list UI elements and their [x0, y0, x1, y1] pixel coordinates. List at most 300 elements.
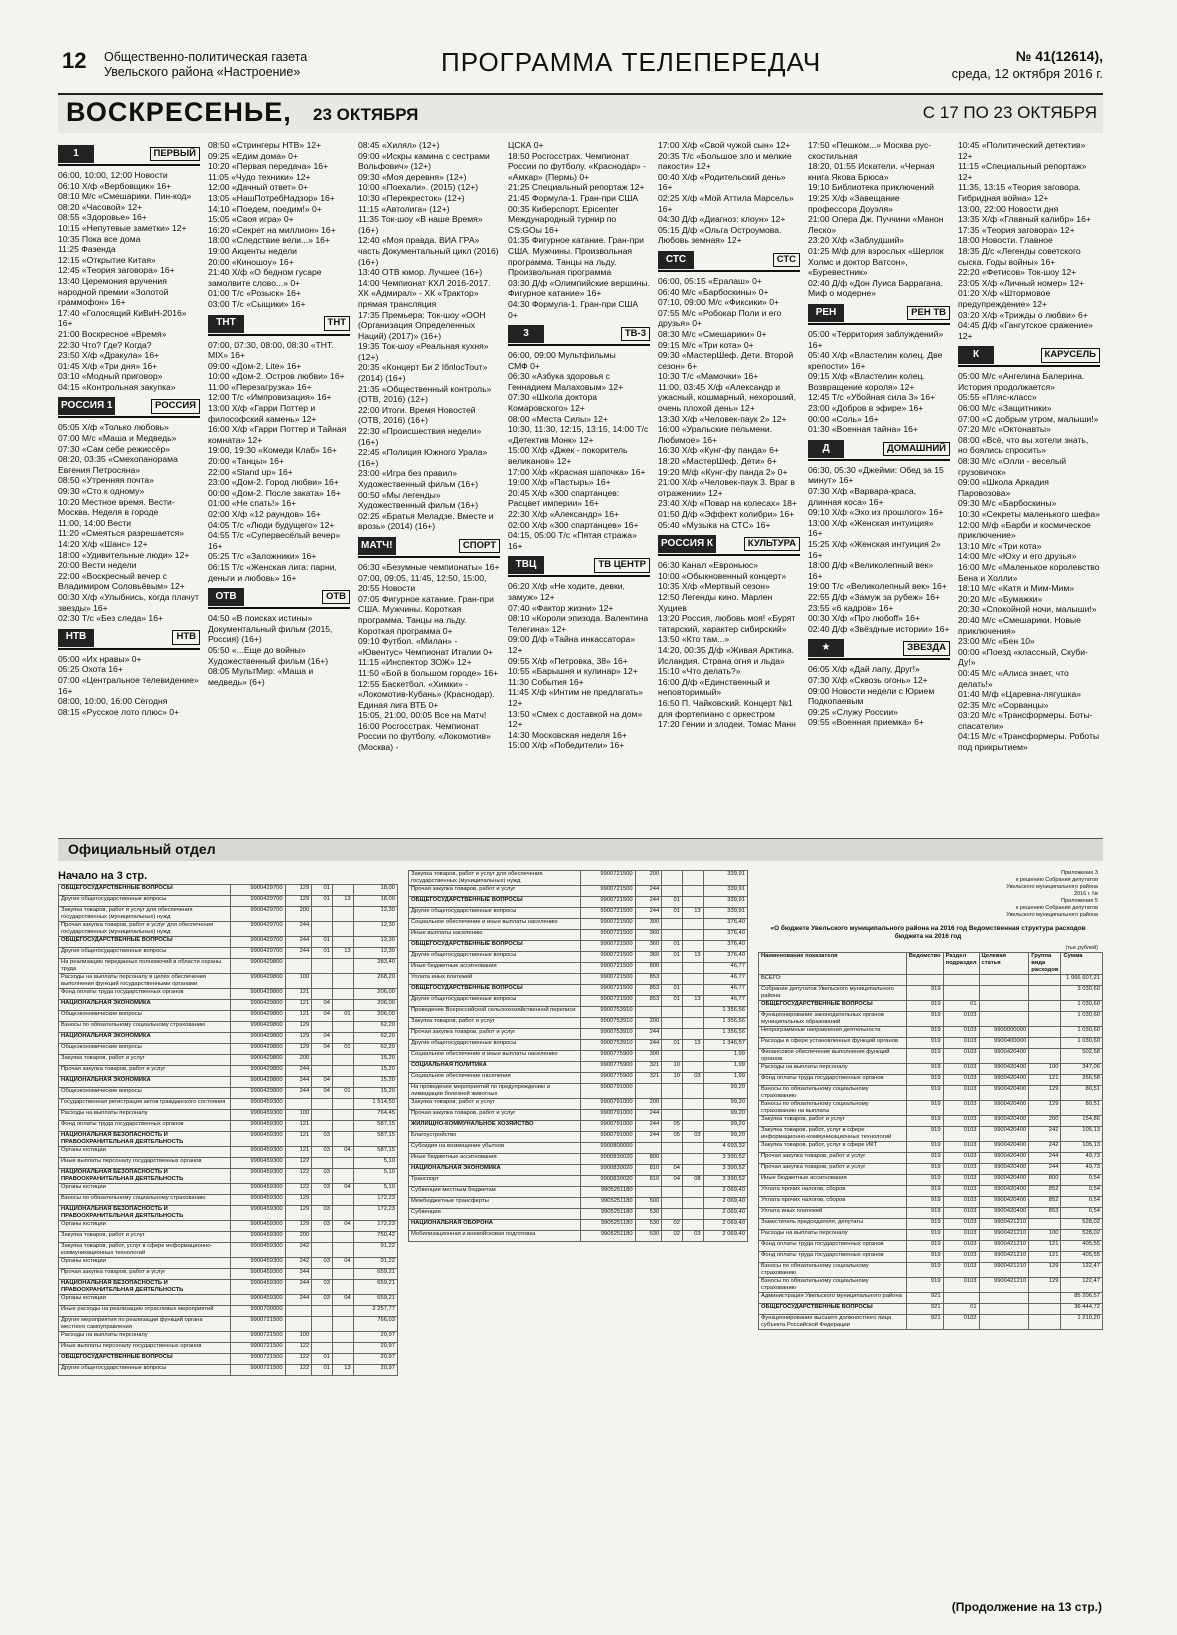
- program-item: 11:15 «Специальный репортаж» 12+: [958, 161, 1087, 182]
- program-item: 14:20 Х/ф «Шанс» 12+: [58, 539, 148, 549]
- program-item: 10:00 «Дом-2. Остров любви» 16+: [208, 371, 345, 382]
- table-cell: Другие общегосударственные вопросы: [59, 1365, 231, 1376]
- program-item: 23:00 «Дом-2. Город любви» 16+: [208, 477, 339, 488]
- program-item: 18:00 Д/ф «Великолепный век» 16+: [808, 560, 934, 581]
- table-cell: 9900721500: [231, 1343, 285, 1354]
- table-cell: 80,51: [1061, 1086, 1103, 1101]
- continuation-note: (Продолжение на 13 стр.): [951, 1600, 1102, 1614]
- table-cell: Другие общегосударственные вопросы: [59, 948, 231, 959]
- table-row: [409, 897, 748, 908]
- table-row: [759, 1252, 1103, 1263]
- table-cell: 200: [285, 1055, 312, 1066]
- table-cell: 121: [285, 1121, 312, 1132]
- program-item: 12:55 Баскетбол. «Химки» - «Локомотив-Кубань» (Краснодар). Единая лига ВТБ 0+: [358, 678, 495, 710]
- table-cell: 18,00: [353, 896, 397, 907]
- program-item: 14:00 М/с «Юху и его друзья»: [958, 551, 1077, 562]
- table-cell: 244: [635, 1040, 662, 1051]
- program-item: 11:35, 13:15 «Теория заговора. Гибридная война» 12+: [958, 182, 1081, 203]
- table-cell: 121: [285, 1011, 312, 1022]
- table-cell: 853: [1029, 1208, 1061, 1219]
- table-row: [59, 1184, 398, 1195]
- table-row: [409, 1176, 748, 1187]
- table-cell: 36 444,72: [1061, 1304, 1103, 1315]
- tv-column: [658, 140, 800, 850]
- table-cell: 122: [285, 1343, 312, 1354]
- program-item: 10:20 «Первая передача» 16+: [208, 161, 329, 172]
- table-cell: [682, 985, 703, 996]
- program-item: 05:55 «Пляс-класс»: [958, 392, 1037, 403]
- table-cell: [332, 989, 353, 1000]
- table-cell: 105,13: [1061, 1127, 1103, 1142]
- table-cell: 20,97: [353, 1354, 397, 1365]
- table-cell: 200: [285, 907, 312, 922]
- table-row: [759, 1101, 1103, 1116]
- table-cell: Закупка товаров, работ, услуг в сфере информационно-коммуникационных технологий: [759, 1127, 907, 1142]
- table-cell: [906, 975, 943, 986]
- table-cell: [332, 1158, 353, 1169]
- table-cell: 502,58: [1061, 1049, 1103, 1064]
- table-row: [759, 1001, 1103, 1012]
- table-row: [59, 948, 398, 959]
- program-item: 18:10 М/с «Катя и Мим-Мим»: [958, 583, 1075, 594]
- table-cell: 03: [312, 1169, 333, 1184]
- table-row: [759, 1038, 1103, 1049]
- program-item: 08:20, 03:35 «Смехопанорама Евгения Петросяна»: [58, 454, 178, 475]
- table-cell: 1 356,56: [703, 1007, 747, 1018]
- table-row: [409, 1062, 748, 1073]
- table-cell: Транспорт: [409, 1176, 581, 1187]
- program-item: 10:30 «Перекресток» (12+): [358, 192, 465, 203]
- table-cell: 360: [635, 952, 662, 963]
- table-row: [759, 1127, 1103, 1142]
- channel-header: [508, 555, 650, 577]
- program-item: 21:35 «Общественный контроль» (ОТВ, 2016) (12+): [358, 383, 492, 405]
- table-cell: 0103: [943, 1012, 979, 1027]
- table-cell: 01: [312, 1365, 333, 1376]
- table-cell: 99,20: [703, 1084, 747, 1099]
- channel-name: ЗВЕЗДА: [903, 641, 950, 656]
- table-cell: 919: [906, 1197, 943, 1208]
- program-item: 16:00 М/с «Маленькое королевство Бена и Холли»: [958, 561, 1100, 583]
- table-cell: [682, 1099, 703, 1110]
- table-cell: [312, 1332, 333, 1343]
- program-item: 10:45 «Политический детектив» 12+: [958, 140, 1086, 161]
- table-cell: 9900459300: [231, 1295, 285, 1306]
- program-item: 01:50 Д/ф «Эффект колибри» 16+: [658, 509, 795, 519]
- table-cell: Фонд оплаты труда государственных органов: [59, 1121, 231, 1132]
- table-cell: 01: [662, 985, 683, 996]
- table-row: [759, 1219, 1103, 1230]
- program-item: 00:45 М/с «Алиса знает, что делать!»: [958, 667, 1069, 689]
- table-cell: 04: [332, 1184, 353, 1195]
- program-item: 20:40 М/с «Смешарики. Новые приключения»: [958, 614, 1081, 636]
- table-cell: Общеэкономические вопросы: [59, 1044, 231, 1055]
- program-item: 18:00 «Удивительные люди» 12+: [58, 549, 190, 560]
- table-cell: 919: [906, 1241, 943, 1252]
- table-cell: Непрограммные направления деятельности: [759, 1027, 907, 1038]
- table-cell: 9905251180: [581, 1187, 635, 1198]
- table-cell: 528,02: [1061, 1219, 1103, 1230]
- table-row: [59, 1306, 398, 1317]
- table-cell: Взносы по обязательному социальному страхованию: [759, 1086, 907, 1101]
- table-cell: 9900830020: [581, 1176, 635, 1187]
- program-item: 13:00 Х/ф «Женская интуиция» 16+: [808, 517, 934, 539]
- program-item: 20:20 М/с «Бумажки»: [958, 593, 1043, 604]
- table-cell: 9900721500: [581, 930, 635, 941]
- table-cell: 9905251180: [581, 1198, 635, 1209]
- program-item: 19:20 М/ф «Кунг-фу панда 2» 0+: [658, 466, 788, 477]
- table-row: [759, 1230, 1103, 1241]
- program-item: 09:00 Новости недели с Юрием Подкопаевым: [808, 685, 935, 707]
- program-item: 08:00 «Места Силы» 12+: [508, 413, 608, 424]
- program-item: 12:50 Легенды кино. Марлен Хуциев: [658, 591, 773, 613]
- program-item: 11:25 Фазенда: [58, 244, 116, 255]
- table-row: [59, 1147, 398, 1158]
- program-item: 08:50 «Утренняя почта»: [58, 475, 154, 486]
- table-row: [59, 896, 398, 907]
- program-item: 02:25 Х/ф «Мой Аттила Марсель» 16+: [658, 192, 794, 214]
- table-cell: 0103: [943, 1101, 979, 1116]
- table-cell: 9900721500: [581, 908, 635, 919]
- table-cell: 242: [1029, 1142, 1061, 1153]
- table-cell: 283,40: [353, 959, 397, 974]
- table-row: [59, 1221, 398, 1232]
- program-item: 16:00 Х/ф «Гарри Поттер и Тайная комната» 12+: [208, 424, 347, 445]
- program-item: 13:10 М/с «Три кота»: [958, 540, 1042, 551]
- table-cell: 321: [635, 1073, 662, 1084]
- table-cell: 9900791000: [581, 1110, 635, 1121]
- table-cell: 91,22: [353, 1243, 397, 1258]
- table-cell: 122,47: [1061, 1263, 1103, 1278]
- table-cell: [332, 1317, 353, 1332]
- program-item: 20:00 «Танцы» 16+: [208, 456, 284, 467]
- table-cell: 800: [635, 963, 662, 974]
- channel-header: [58, 144, 200, 166]
- table-cell: 13: [682, 908, 703, 919]
- table-cell: 244: [1029, 1153, 1061, 1164]
- page-header: [58, 42, 1103, 92]
- table-cell: 9900421210: [979, 1263, 1029, 1278]
- table-row: [59, 885, 398, 896]
- table-cell: Другие общегосударственные вопросы: [409, 952, 581, 963]
- table-cell: 03: [312, 1221, 333, 1232]
- program-item: 05:40 «Музыка на СТС» 16+: [658, 519, 771, 530]
- channel-header: [58, 628, 200, 650]
- table-cell: Взносы по обязательному социальному страхованию: [59, 1022, 231, 1033]
- program-item: 14:00 Чемпионат КХЛ 2016-2017. ХК «Адмирал» - ХК «Трактор» прямая трансляция: [358, 277, 491, 309]
- table-cell: НАЦИОНАЛЬНАЯ БЕЗОПАСНОСТЬ И ПРАВООХРАНИТЕЛЬНАЯ ДЕЯТЕЛЬНОСТЬ: [59, 1206, 231, 1221]
- table-cell: Расходы на выплаты персоналу: [59, 1110, 231, 1121]
- table-cell: 200: [635, 1018, 662, 1029]
- table-cell: Расходы на выплаты персоналу: [59, 1332, 231, 1343]
- table-cell: [979, 1001, 1029, 1012]
- program-item: 07:40 «Фактор жизни» 12+: [508, 602, 614, 613]
- program-item: 23:00 «Игра без правил» Художественный фильм (16+): [358, 468, 479, 489]
- table-cell: ЖИЛИЩНО-КОММУНАЛЬНОЕ ХОЗЯЙСТВО: [409, 1121, 581, 1132]
- program-item: 06:40 М/с «Барбоскины» 0+: [658, 286, 769, 297]
- table-cell: 01: [662, 941, 683, 952]
- table-cell: Благоустройство: [409, 1132, 581, 1143]
- table-row: [59, 1011, 398, 1022]
- table-cell: 01: [662, 1040, 683, 1051]
- table-cell: [635, 1187, 662, 1198]
- table-cell: 9900429800: [231, 1011, 285, 1022]
- table-cell: [1029, 1049, 1061, 1064]
- table-cell: [682, 1187, 703, 1198]
- table-cell: 01: [312, 1354, 333, 1365]
- table-row: [759, 1241, 1103, 1252]
- tv-column: [358, 140, 500, 850]
- program-item: 17:40 «Голосящий КиВиН-2016» 16+: [58, 307, 187, 329]
- table-cell: 919: [906, 1101, 943, 1116]
- table-cell: Функционирование высшего должностного лица субъекта Российской Федерации: [759, 1315, 907, 1330]
- program-item: 15:05 «Своя игра» 0+: [208, 214, 294, 225]
- program-item: 09:30 М/с «Барбоскины»: [958, 498, 1057, 509]
- program-item: 08:00, 10:00, 16:00 Сегодня: [58, 696, 168, 707]
- table-cell: 360: [635, 930, 662, 941]
- table-cell: 99,20: [703, 1132, 747, 1143]
- tv-column: [808, 140, 950, 850]
- table-cell: Субсидия на возмещение убытков: [409, 1143, 581, 1154]
- program-item: 16:00 Росгосстрах. Чемпионат России по футболу. «Локомотив» (Москва) -: [358, 720, 491, 753]
- table-cell: Общеэкономические вопросы: [59, 1088, 231, 1099]
- table-cell: Другие общегосударственные вопросы: [409, 1040, 581, 1051]
- table-cell: Закупка товаров, работ и услуг: [59, 1232, 231, 1243]
- table-cell: [312, 974, 333, 989]
- table-cell: 9900791000: [581, 1084, 635, 1099]
- table-cell: 12,30: [353, 907, 397, 922]
- program-item: 21:45 Формула-1. Гран-при США: [508, 192, 639, 203]
- program-item: 11:15 «Инспектор ЗОЖ» 12+: [358, 657, 472, 668]
- table-row: [59, 1132, 398, 1147]
- table-cell: [332, 1206, 353, 1221]
- table-cell: [662, 1110, 683, 1121]
- channel-name: ДОМАШНИЙ: [883, 442, 950, 457]
- program-item: 05:25 Охота 16+: [58, 664, 123, 675]
- table-cell: 659,21: [353, 1295, 397, 1306]
- page-number: 12: [62, 48, 87, 73]
- table-cell: 0102: [943, 1315, 979, 1330]
- table-cell: [1029, 1027, 1061, 1038]
- table-cell: 0103: [943, 1219, 979, 1230]
- table-cell: 919: [906, 1001, 943, 1012]
- table-cell: Заместитель председателя, депутаты: [759, 1219, 907, 1230]
- table-cell: 919: [906, 1127, 943, 1142]
- table-cell: [682, 1198, 703, 1209]
- table-row: [59, 989, 398, 1000]
- table-cell: 04: [332, 1147, 353, 1158]
- table-cell: 49,73: [1061, 1164, 1103, 1175]
- program-item: 20:45 Х/ф «300 спартанцев: Расцвет империи» 16+: [508, 487, 620, 509]
- table-cell: 49,73: [1061, 1153, 1103, 1164]
- table-row: [59, 1066, 398, 1077]
- program-item: 08:15 «Русское лото плюс» 0+: [58, 706, 180, 717]
- table-cell: 62,20: [353, 1022, 397, 1033]
- table-cell: 9900420400: [979, 1164, 1029, 1175]
- table-cell: 2 069,40: [703, 1220, 747, 1231]
- program-item: 09:55 Х/ф «Петровка, 38» 16+: [508, 655, 628, 666]
- table-cell: 9900721500: [581, 952, 635, 963]
- table-cell: 9900721500: [581, 871, 635, 886]
- table-cell: 9900721500: [581, 886, 635, 897]
- table-cell: 9900429800: [231, 1000, 285, 1011]
- table-cell: [332, 907, 353, 922]
- table-cell: 5,10: [353, 1169, 397, 1184]
- table-cell: 129: [285, 1206, 312, 1221]
- table-cell: [332, 937, 353, 948]
- program-item: 19:10 Библиотека приключений: [808, 182, 934, 193]
- program-item: 16:50 П. Чайковский. Концерт №1 для фортепиано с оркестром: [658, 697, 793, 719]
- channel-header: [208, 314, 350, 336]
- table-cell: [662, 1154, 683, 1165]
- day-date: 23 ОКТЯБРЯ: [313, 105, 419, 124]
- table-cell: 919: [906, 1164, 943, 1175]
- table-cell: [682, 1051, 703, 1062]
- table-cell: НАЦИОНАЛЬНАЯ ЭКОНОМИКА: [59, 1033, 231, 1044]
- table-cell: 05: [662, 1132, 683, 1143]
- table-cell: Уплата прочих налогов, сборов: [759, 1197, 907, 1208]
- table-cell: [979, 1304, 1029, 1315]
- table-cell: 12,30: [353, 937, 397, 948]
- table-cell: 9900429800: [231, 974, 285, 989]
- table-cell: 1 030,60: [1061, 1001, 1103, 1012]
- program-item: 22:45 «Полиция Южного Урала» (16+): [358, 447, 488, 468]
- table-cell: 172,23: [353, 1195, 397, 1206]
- table-cell: 01: [312, 948, 333, 959]
- table-cell: 242: [285, 1243, 312, 1258]
- table-cell: 9900775900: [581, 1062, 635, 1073]
- table-cell: Иные выплаты персоналу государственных органов: [59, 1343, 231, 1354]
- program-item: 05:00 «Их нравы» 0+: [58, 653, 142, 664]
- table-cell: Прочая закупка товаров, работ и услуг: [409, 1029, 581, 1040]
- table-cell: [979, 975, 1029, 986]
- channel-logo: 3: [508, 325, 544, 343]
- table-row: [59, 1354, 398, 1365]
- program-item: 06:00, 09:00 Мультфильмы: [508, 350, 616, 361]
- appendix-line: Увельского муниципального района: [1006, 884, 1098, 890]
- table-cell: 129: [1029, 1101, 1061, 1116]
- program-item: 19:35 Ток-шоу «Реальная кухня» (12+): [358, 341, 489, 362]
- table-cell: 9900429700: [231, 948, 285, 959]
- table-cell: 9900429800: [231, 1066, 285, 1077]
- program-item: 00:00 «Соль» 16+: [808, 413, 879, 424]
- table-cell: 9900459300: [231, 1206, 285, 1221]
- program-item: 06:10 Х/ф «Вербовщик» 16+: [58, 180, 172, 191]
- table-cell: [662, 1084, 683, 1099]
- table-cell: 852: [1029, 1186, 1061, 1197]
- table-cell: [662, 1198, 683, 1209]
- table-cell: 46,77: [703, 996, 747, 1007]
- table-cell: 122: [285, 1184, 312, 1195]
- channel-name: НТВ: [172, 630, 200, 645]
- table-cell: 9900800000: [581, 1143, 635, 1154]
- table-cell: 99,20: [703, 1110, 747, 1121]
- tv-program-grid: [58, 140, 1108, 850]
- program-item: 23:50 Х/ф «Дракула» 16+: [58, 350, 160, 361]
- table-cell: 121: [1029, 1241, 1061, 1252]
- channel-logo: РЕН: [808, 304, 844, 322]
- table-cell: 919: [906, 1175, 943, 1186]
- table-cell: [312, 1099, 333, 1110]
- table-cell: Иные выплаты населению: [409, 930, 581, 941]
- program-item: 20:35 «Концерт Би 2 IбпloсТоuт» (2014) (16+): [358, 362, 488, 384]
- table-row: [759, 986, 1103, 1001]
- program-item: 04:05 Т/с «Люди будущего» 12+: [208, 519, 335, 530]
- program-item: 01:00 Т/с «Розыск» 16+: [208, 288, 301, 299]
- table-cell: 9900429800: [231, 959, 285, 974]
- channel-header: [808, 638, 950, 660]
- program-item: 07:00, 07:30, 08:00, 08:30 «ТНТ. MIX» 16+: [208, 339, 334, 361]
- table-cell: [1029, 986, 1061, 1001]
- table-cell: 9900429700: [231, 896, 285, 907]
- program-item: 05:25 Т/с «Заложники» 16+: [208, 551, 317, 562]
- table-cell: 9900420400: [979, 1197, 1029, 1208]
- table-cell: 9900775900: [581, 1073, 635, 1084]
- program-item: 09:55 «Военная приемка» 6+: [808, 717, 924, 728]
- table-cell: Прочая закупка товаров, работ и услуг: [759, 1164, 907, 1175]
- table-cell: 62,20: [353, 1033, 397, 1044]
- program-item: 09:00 «Искры камина с сестрами Вольфович» (12+): [358, 150, 490, 172]
- table-cell: 121: [285, 989, 312, 1000]
- program-item: 16:00 Д/ф «Единственный и неповторимый»: [658, 676, 770, 698]
- table-cell: 921: [906, 1315, 943, 1330]
- table-cell: 0103: [943, 1086, 979, 1101]
- table-row: [409, 1040, 748, 1051]
- table-cell: [682, 963, 703, 974]
- table-row: [409, 871, 748, 886]
- table-cell: [662, 1007, 683, 1018]
- table-cell: 0103: [943, 1175, 979, 1186]
- table-cell: Прочая закупка товаров, работ и услуг: [59, 1269, 231, 1280]
- table-cell: [943, 986, 979, 1001]
- table-cell: 919: [906, 1027, 943, 1038]
- program-item: 02:35 М/с «Сорванцы»: [958, 699, 1049, 710]
- table-cell: Расходы на выплаты персоналу: [759, 1064, 907, 1075]
- table-row: [409, 996, 748, 1007]
- table-cell: 9900429700: [231, 907, 285, 922]
- program-item: 04:55 Т/с «Супервесёлый вечер» 16+: [208, 530, 341, 551]
- table-cell: [332, 922, 353, 937]
- program-item: 07:05 Фигурное катание. Гран-при США. Мужчины. Короткая программа. Танцы на льду. Короткая программа 0+: [358, 593, 494, 636]
- table-cell: Администрация Увельского муниципального района: [759, 1293, 907, 1304]
- table-row: [59, 1365, 398, 1376]
- table-cell: Уплата иных платежей: [759, 1208, 907, 1219]
- table-cell: [682, 1062, 703, 1073]
- program-item: 09:30 «Сто к одному»: [58, 486, 145, 497]
- table-cell: [312, 959, 333, 974]
- table-cell: 0103: [943, 1278, 979, 1293]
- table-cell: [332, 1269, 353, 1280]
- table-cell: Общеэкономические вопросы: [59, 1011, 231, 1022]
- table-cell: 9900753910: [581, 1007, 635, 1018]
- table-cell: [662, 1029, 683, 1040]
- table-cell: 154,86: [1061, 1116, 1103, 1127]
- table-cell: 853: [635, 985, 662, 996]
- program-item: 06:30 Канал «Евроньюс»: [658, 560, 758, 571]
- channel-name: ПЕРВЫЙ: [150, 147, 201, 162]
- table-cell: Расходы на выплаты персоналу в целях обеспечения выполнения функций государственными органами: [59, 974, 231, 989]
- table-row: [59, 1121, 398, 1132]
- table-cell: Закупка товаров, работ и услуг для обеспечения государственных (муниципальных) нужд: [409, 871, 581, 886]
- table-cell: [332, 1000, 353, 1011]
- table-cell: 9900459300: [231, 1195, 285, 1206]
- table-row: [409, 1073, 748, 1084]
- table-row: [409, 1029, 748, 1040]
- start-note: Начало на 3 стр.: [58, 870, 148, 882]
- table-row: [409, 941, 748, 952]
- program-item: 23:00 М/с «Бен 10»: [958, 636, 1035, 647]
- table-cell: Фонд оплаты труда государственных органов: [59, 989, 231, 1000]
